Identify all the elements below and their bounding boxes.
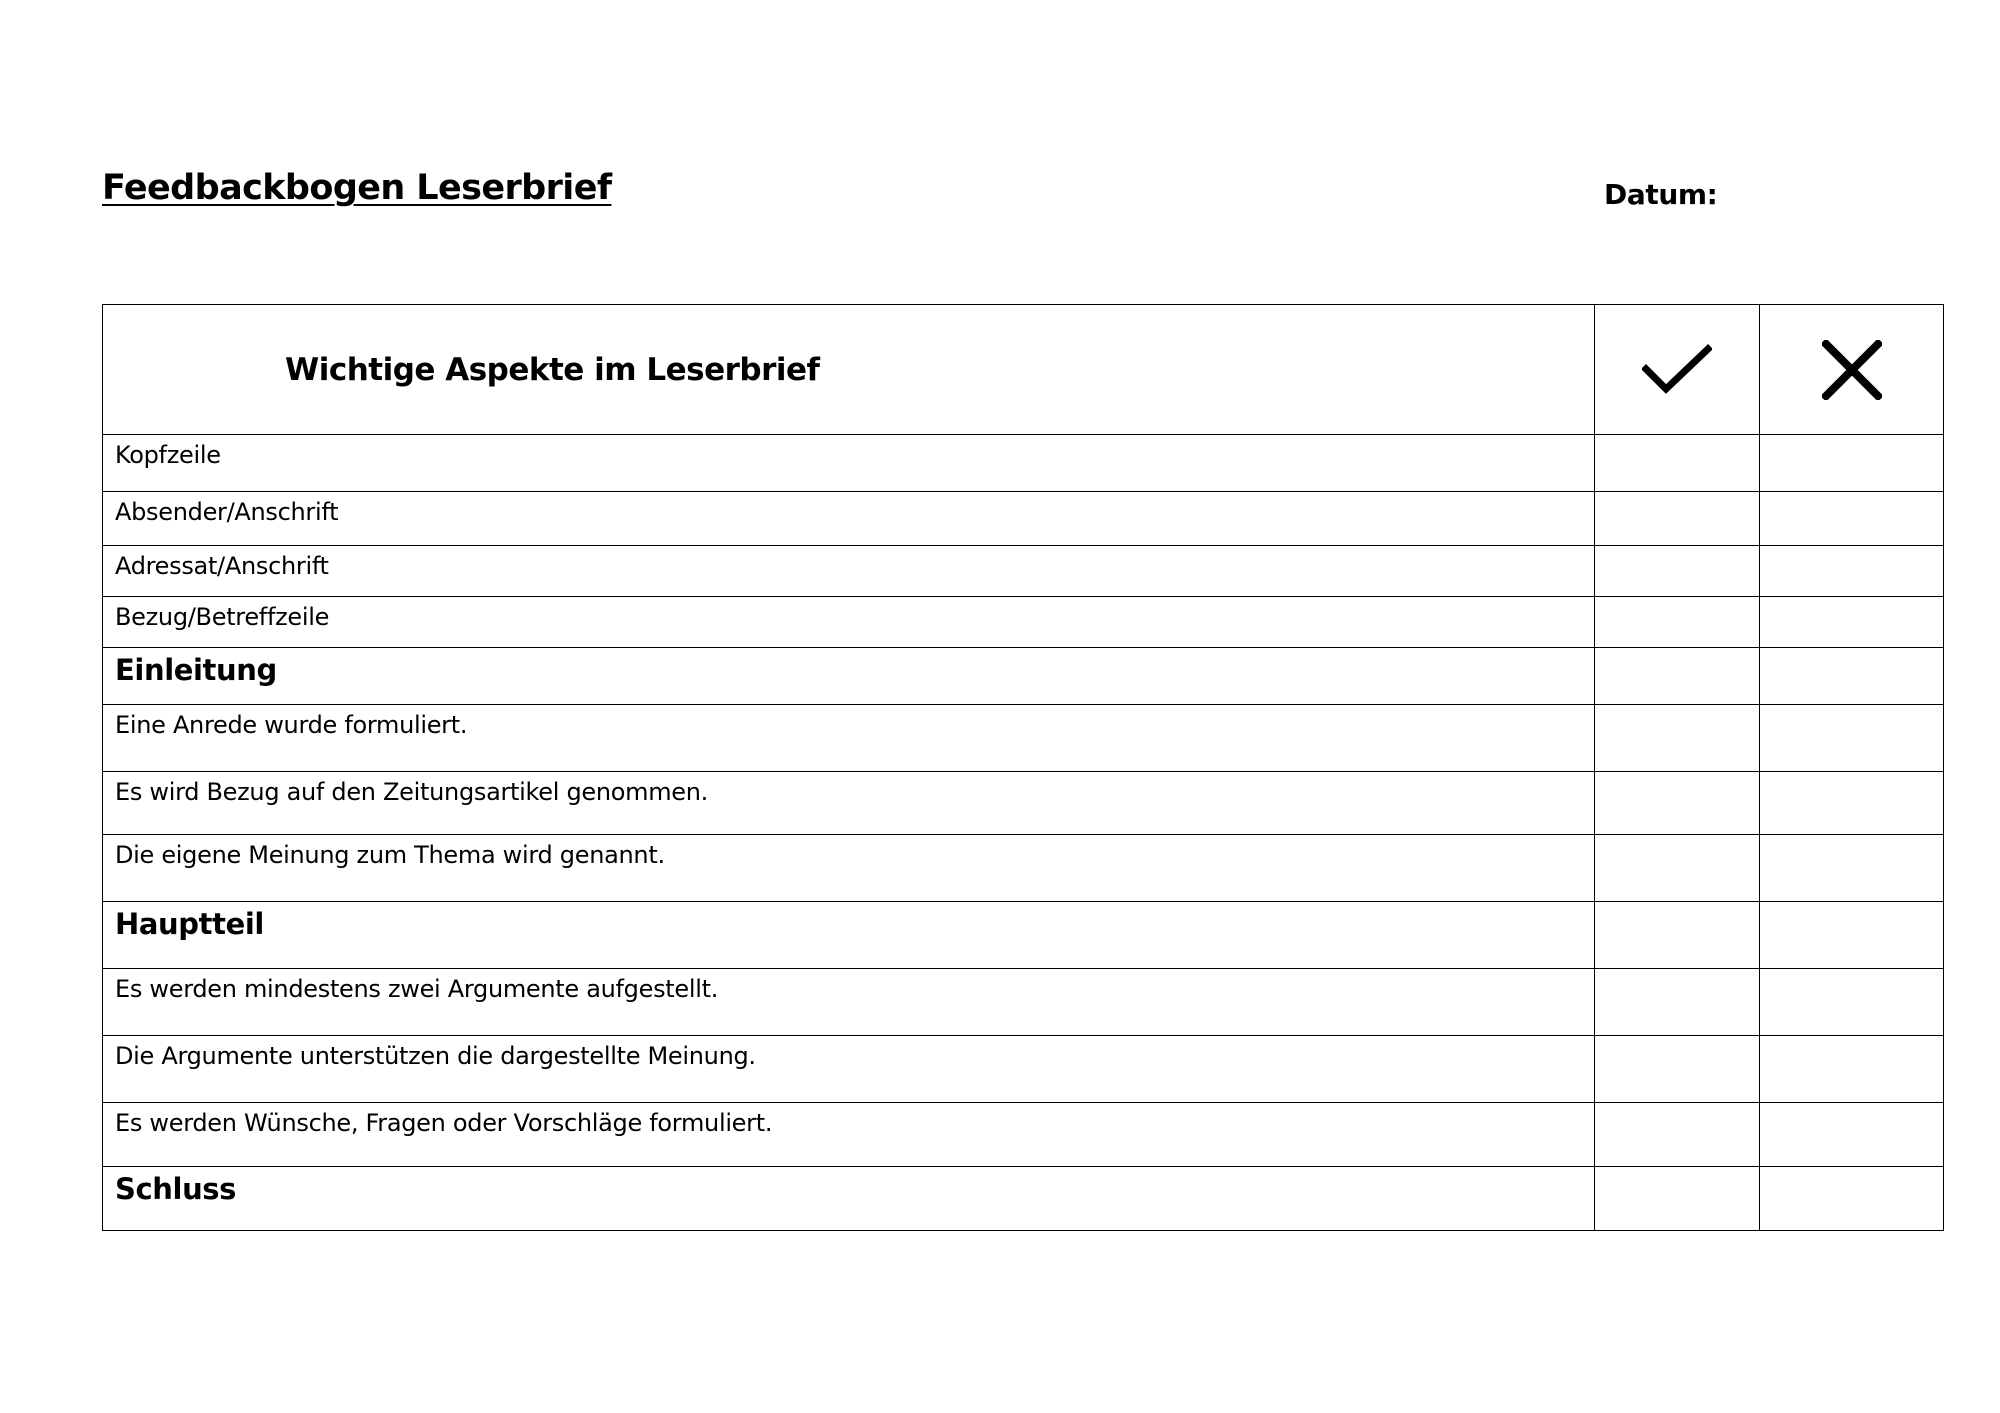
cross-icon	[1822, 340, 1882, 400]
no-checkbox-cell[interactable]	[1760, 1103, 1944, 1167]
aspect-label: Die Argumente unterstützen die dargestellte Meinung.	[103, 1036, 1595, 1103]
column-header-yes	[1595, 305, 1760, 435]
section-heading: Hauptteil	[103, 902, 1595, 969]
page-title: Feedbackbogen Leserbrief	[102, 168, 612, 208]
aspect-label: Es wird Bezug auf den Zeitungsartikel genommen.	[103, 772, 1595, 835]
table-row	[103, 705, 1944, 772]
section-row	[103, 648, 1944, 705]
aspect-label: Absender/Anschrift	[103, 492, 1595, 546]
aspect-label: Es werden Wünsche, Fragen oder Vorschläge formuliert.	[103, 1103, 1595, 1167]
yes-checkbox-cell[interactable]	[1595, 1036, 1760, 1103]
section-row	[103, 1167, 1944, 1231]
table-row	[103, 546, 1944, 597]
table-row	[103, 969, 1944, 1036]
no-checkbox-cell[interactable]	[1760, 546, 1944, 597]
aspect-label: Eine Anrede wurde formuliert.	[103, 705, 1595, 772]
table-row	[103, 492, 1944, 546]
table-row	[103, 835, 1944, 902]
no-checkbox-cell[interactable]	[1760, 835, 1944, 902]
yes-checkbox-cell[interactable]	[1595, 1167, 1760, 1231]
no-checkbox-cell[interactable]	[1760, 1036, 1944, 1103]
yes-checkbox-cell[interactable]	[1595, 772, 1760, 835]
aspect-label: Bezug/Betreffzeile	[103, 597, 1595, 648]
yes-checkbox-cell[interactable]	[1595, 597, 1760, 648]
section-heading: Einleitung	[103, 648, 1595, 705]
no-checkbox-cell[interactable]	[1760, 705, 1944, 772]
no-checkbox-cell[interactable]	[1760, 969, 1944, 1036]
table-body	[103, 435, 1944, 1231]
date-label: Datum:	[1604, 178, 1718, 211]
check-icon	[1642, 343, 1712, 397]
table-header-row	[103, 305, 1944, 435]
no-checkbox-cell[interactable]	[1760, 902, 1944, 969]
yes-checkbox-cell[interactable]	[1595, 902, 1760, 969]
yes-checkbox-cell[interactable]	[1595, 705, 1760, 772]
yes-checkbox-cell[interactable]	[1595, 1103, 1760, 1167]
no-checkbox-cell[interactable]	[1760, 1167, 1944, 1231]
aspect-label: Es werden mindestens zwei Argumente aufgestellt.	[103, 969, 1595, 1036]
aspect-label: Kopfzeile	[103, 435, 1595, 492]
table-row	[103, 435, 1944, 492]
table-row	[103, 597, 1944, 648]
yes-checkbox-cell[interactable]	[1595, 835, 1760, 902]
aspect-label: Adressat/Anschrift	[103, 546, 1595, 597]
section-row	[103, 902, 1944, 969]
aspect-label: Die eigene Meinung zum Thema wird genannt.	[103, 835, 1595, 902]
section-heading: Schluss	[103, 1167, 1595, 1231]
column-header-no	[1760, 305, 1944, 435]
table-row	[103, 1103, 1944, 1167]
yes-checkbox-cell[interactable]	[1595, 648, 1760, 705]
no-checkbox-cell[interactable]	[1760, 435, 1944, 492]
no-checkbox-cell[interactable]	[1760, 597, 1944, 648]
yes-checkbox-cell[interactable]	[1595, 546, 1760, 597]
no-checkbox-cell[interactable]	[1760, 772, 1944, 835]
table-row	[103, 772, 1944, 835]
yes-checkbox-cell[interactable]	[1595, 492, 1760, 546]
table-row	[103, 1036, 1944, 1103]
yes-checkbox-cell[interactable]	[1595, 969, 1760, 1036]
no-checkbox-cell[interactable]	[1760, 492, 1944, 546]
yes-checkbox-cell[interactable]	[1595, 435, 1760, 492]
no-checkbox-cell[interactable]	[1760, 648, 1944, 705]
feedback-table	[102, 304, 1944, 1231]
column-header-aspects: Wichtige Aspekte im Leserbrief	[103, 305, 1595, 435]
